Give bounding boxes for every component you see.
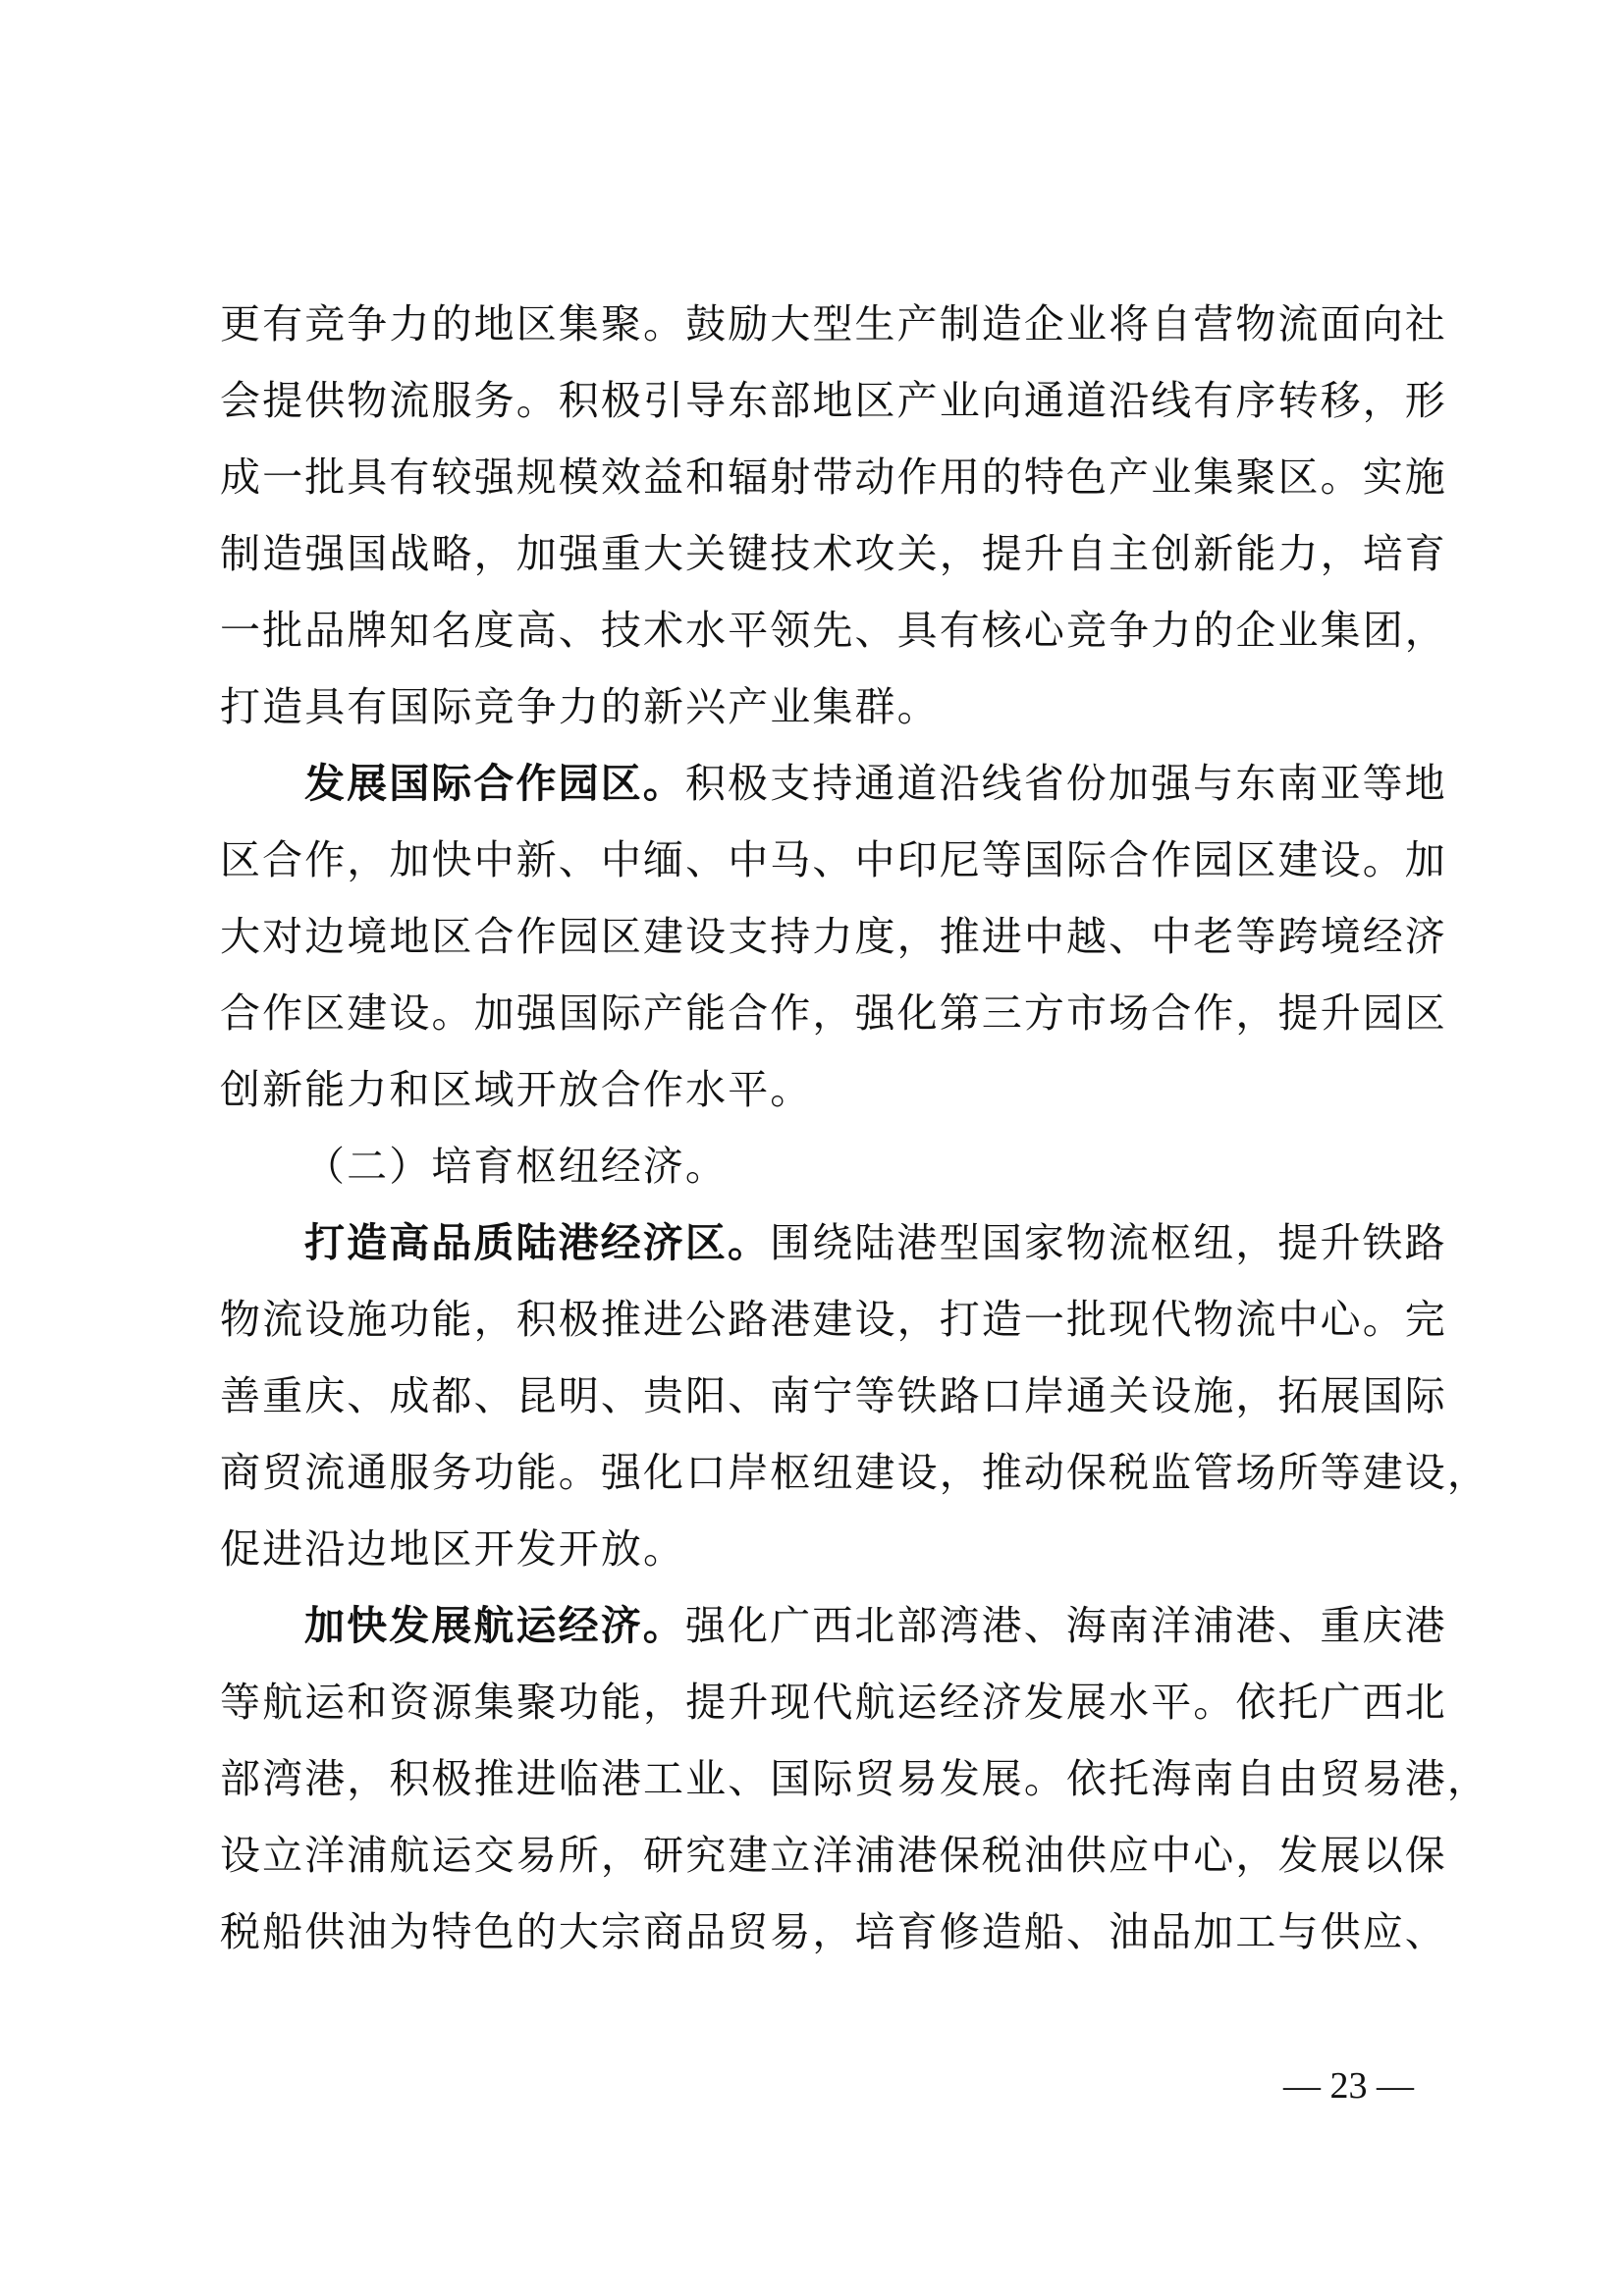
text-line: 设立洋浦航运交易所，研究建立洋浦港保税油供应中心，发展以保 [220,1832,1447,1879]
text-line: 税船供油为特色的大宗商品贸易，培育修造船、油品加工与供应、 [220,1908,1447,1955]
paragraph-text: 积极支持通道沿线省份加强与东南亚等地 [684,760,1447,807]
section-heading-text: （二）培育枢纽经济。 [304,1143,728,1190]
text-line: 等航运和资源集聚功能，提升现代航运经济发展水平。依托广西北 [220,1679,1447,1726]
section-heading [220,1128,1414,1204]
text-line: 打造具有国际竞争力的新兴产业集群。 [220,683,940,730]
text-line: 制造强国战略，加强重大关键技术攻关，提升自主创新能力，培育 [220,530,1447,577]
text-line [220,745,1447,822]
text-line: 大对边境地区合作园区建设支持力度，推进中越、中老等跨境经济 [220,913,1447,960]
text-line: 一批品牌知名度高、技术水平领先、具有核心竞争力的企业集团， [220,607,1447,654]
text-line: 会提供物流服务。积极引导东部地区产业向通道沿线有序转移，形 [220,377,1447,424]
text-line: 善重庆、成都、昆明、贵阳、南宁等铁路口岸通关设施，拓展国际 [220,1372,1447,1419]
text-line: 促进沿边地区开发开放。 [220,1525,686,1573]
paragraph-text: 强化广西北部湾港、海南洋浦港、重庆港 [684,1602,1447,1649]
text-line: 成一批具有较强规模效益和辐射带动作用的特色产业集聚区。实施 [220,454,1447,501]
paragraph-lead: 打造高品质陆港经济区。 [304,1219,771,1266]
paragraph-4 [220,1587,1489,1970]
paragraph-1 [220,286,1447,745]
paragraph-lead: 发展国际合作园区。 [304,760,685,807]
text-line [220,1587,1447,1664]
text-line [220,1204,1447,1281]
document-page [220,286,1489,1970]
text-line: 部湾港，积极推进临港工业、国际贸易发展。依托海南自由贸易港， [220,1755,1489,1802]
text-line: 更有竞争力的地区集聚。鼓励大型生产制造企业将自营物流面向社 [220,300,1447,347]
text-line: 区合作，加快中新、中缅、中马、中印尼等国际合作园区建设。加 [220,836,1447,883]
text-line: 物流设施功能，积极推进公路港建设，打造一批现代物流中心。完 [220,1296,1447,1343]
text-line: 商贸流通服务功能。强化口岸枢纽建设，推动保税监管场所等建设， [220,1449,1489,1496]
text-line: 合作区建设。加强国际产能合作，强化第三方市场合作，提升园区 [220,989,1447,1037]
paragraph-lead: 加快发展航运经济。 [304,1602,685,1649]
page-number: — 23 — [1283,2065,1414,2107]
paragraph-2 [220,745,1447,1128]
text-line: 创新能力和区域开放合作水平。 [220,1066,813,1113]
paragraph-text: 围绕陆港型国家物流枢纽，提升铁路 [770,1219,1447,1266]
paragraph-3 [220,1204,1489,1587]
